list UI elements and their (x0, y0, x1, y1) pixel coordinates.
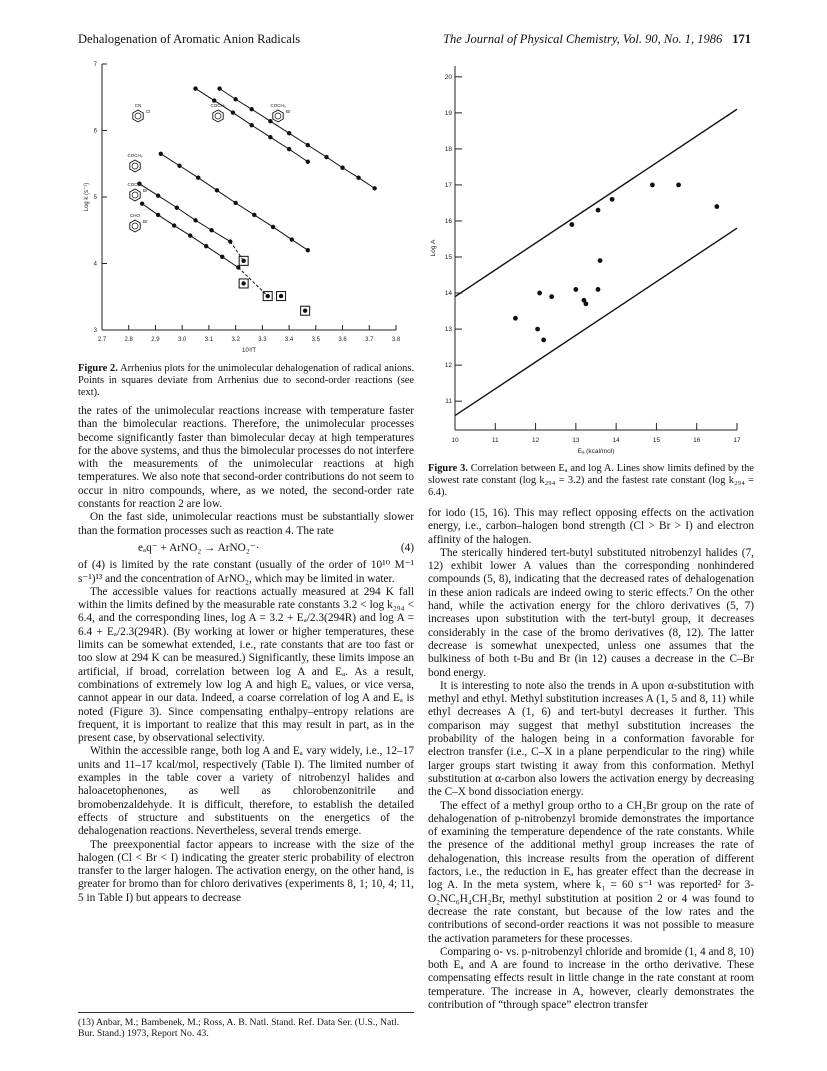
data-point (193, 218, 197, 222)
data-point (193, 86, 197, 90)
data-point (596, 287, 601, 292)
data-point (535, 327, 540, 332)
data-point (188, 233, 192, 237)
data-point (306, 143, 310, 147)
equation-text: eₐq⁻ + ArNO₂ → ArNO₂⁻· (138, 541, 260, 554)
data-point (676, 183, 681, 188)
x-tick-label: 3.6 (338, 337, 347, 343)
data-point (287, 147, 291, 151)
y-axis-label: Log k (s⁻¹) (84, 182, 90, 212)
data-point (231, 110, 235, 114)
data-point (569, 222, 574, 227)
right-column (428, 507, 754, 1012)
data-point (140, 201, 144, 205)
series-line (220, 89, 375, 189)
benzene-ring-icon (213, 110, 223, 122)
data-point (573, 287, 578, 292)
benzene-ring-icon (273, 110, 283, 122)
substituent-label: COCH₃ (270, 103, 286, 108)
substituent-label: COCH₃ (210, 103, 226, 108)
substituent-label: CHO (130, 213, 140, 218)
data-point (156, 213, 160, 217)
data-point (306, 160, 310, 164)
footnote: (13) Anbar, M.; Bambenek, M.; Ross, A. B. Natl. Stand. Ref. Data Ser. (U.S., Natl. Bur. Stand.) 1973, Report No. 43. (78, 1017, 400, 1039)
data-point (196, 176, 200, 180)
y-tick-label: 6 (93, 128, 97, 135)
aromatic-circle-icon (275, 113, 281, 119)
data-point (714, 204, 719, 209)
footnote-rule (78, 1012, 414, 1013)
x-tick-label: 2.9 (151, 337, 160, 343)
paragraph: the rates of the unimolecular reactions increase with temperature faster than the bimolecular reactions. Therefore, the unimolecular processes become significantly faster than bimolecular decay at high temperatures for the above systems, and thus the bimolecular processes do not interfere with the measurements of the unimolecular reactions at high temperatures. We also note that second-order contributions do not seem to occur in nitro compounds, where, as we noted, the second-order rate constants for reaction 2 are low. (78, 405, 414, 511)
limit-line (455, 109, 737, 296)
y-tick-label: 17 (444, 181, 452, 189)
paragraph: On the fast side, unimolecular reactions must be substantially slower than the formation processes such as reaction 4. The rate (78, 511, 414, 537)
data-point (177, 164, 181, 168)
data-point (356, 176, 360, 180)
x-tick-label: 3.3 (258, 337, 267, 343)
x-tick-label: 2.8 (124, 337, 133, 343)
data-point (271, 225, 275, 229)
x-tick-label: 17 (733, 437, 741, 444)
boxed-point (266, 294, 270, 298)
data-point (598, 258, 603, 263)
data-point (172, 223, 176, 227)
paragraph: Comparing o- vs. p-nitrobenzyl chloride and bromide (1, 4 and 8, 10) both Eₐ and A are found to increase in the ortho derivative. These compensating effects result in little change in the rate constant at room temperature. The increase in A, however, clearly demonstrates the contribution of “through space” electron transfer (428, 945, 754, 1011)
aromatic-circle-icon (132, 192, 138, 198)
paragraph: Within the accessible range, both log A and Eₐ vary widely, i.e., 12–17 units and 11–17 kcal/mol, respectively (Table I). The limited number of examples in the table cover a variety of nitrobenzyl halides and haloacetophenones, as well as chlorobenzonitrile and bromobenzaldehyde. It is difficult, therefore, to establish the detailed effects of structure and substituents on the energetics of the dehalogenation reactions. Nevertheless, several trends emerge. (78, 745, 414, 838)
y-tick-label: 14 (444, 290, 452, 298)
figure-3-chart (425, 58, 755, 458)
substituent-label: COCH₃ (127, 182, 143, 187)
data-point (541, 338, 546, 343)
data-point (233, 201, 237, 205)
x-tick-label: 14 (612, 437, 620, 444)
data-point (159, 152, 163, 156)
figure-3-label: Figure 3. (428, 463, 468, 474)
data-point (596, 208, 601, 213)
paragraph: The effect of a methyl group ortho to a CH₂Br group on the rate of dehalogenation of p-nitrobenzyl bromide demonstrates the importance of examining the temperature dependence of the rate constants. While the presence of the additional methyl group increases the rate of dehalogenation, this increase results from the operation of different factors, i.e., the reduction in Eₐ has greater effect than the decrease in log A. In the meta system, where k₁ = 60 s⁻¹ was reported² for 3-O₂NC₆H₄CH₂Br, methyl substitution at position 2 or 4 was found to decrease the rate constant, but because of the low rates and the contributions of second-order reactions it was not possible to measure the activation parameters for these processes. (428, 799, 754, 945)
figure-2-caption (78, 363, 414, 399)
x-tick-label: 10 (451, 437, 459, 444)
substituent-label: Cl (146, 109, 151, 114)
data-point (215, 188, 219, 192)
paragraph: The preexponential factor appears to increase with the size of the halogen (Cl < Br < I) indicating the greater steric probability of electron transfer to the larger halogen. The activation energy, on the other hand, is greater for bromo than for chloro derivatives (experiments 8, 1; 10, 4; 11, 5 in Table I) but appears to decrease (78, 838, 414, 904)
aromatic-circle-icon (135, 113, 141, 119)
data-point (268, 119, 272, 123)
y-tick-label: 19 (444, 109, 452, 117)
benzene-ring-icon (133, 110, 143, 122)
data-point (513, 316, 518, 321)
y-tick-label: 7 (93, 62, 97, 68)
data-point (268, 135, 272, 139)
extrapolation-line (230, 242, 243, 261)
substituent-label: Br (143, 188, 148, 193)
data-point (340, 166, 344, 170)
substituent-label: Br (143, 219, 148, 224)
substituent-label: COCH₃ (127, 153, 143, 158)
y-axis-label: Log A (430, 239, 437, 257)
boxed-point (303, 309, 307, 313)
x-tick-label: 12 (531, 437, 540, 444)
data-point (217, 86, 221, 90)
data-point (584, 301, 589, 306)
paragraph: The accessible values for reactions actually measured at 294 K fall within the limits defined by the measurable rate constants 3.2 < log k₂₉₄ < 6.4, and the corresponding lines, log A = 3.2 + Eₐ/2.3(294R) and log A = 6.4 + Eₐ/2.3(294R). (By working at lower or higher temperatures, these limits can be somewhat extended, i.e., rate constants that are too fast or too slow at 294 K can be measured.) Significantly, these limits impose an artificial, if broad, correlation between log A and Eₐ. As a result, combinations of extremely low log A and high Eₐ values, or vice versa, cannot appear in our data. Indeed, a coarse correlation of log A and Eₐ is noted (Figure 3). Since compensating enthalpy–entropy relations are frequent, it is important to realize that this may result in part, as in the present case, by observational selectivity. (78, 585, 414, 745)
data-point (290, 237, 294, 241)
x-axis-label: Eₐ (kcal/mol) (577, 448, 615, 455)
equation-number: (4) (400, 541, 414, 554)
y-tick-label: 20 (444, 73, 452, 81)
data-point (324, 155, 328, 159)
substituent-label: Br (286, 109, 291, 114)
aromatic-circle-icon (215, 113, 221, 119)
figure-3-caption (428, 463, 754, 499)
data-point (252, 213, 256, 217)
x-tick-label: 11 (491, 437, 499, 444)
y-tick-label: 13 (444, 326, 452, 334)
data-point (549, 294, 554, 299)
y-tick-label: 4 (93, 261, 97, 268)
x-tick-label: 16 (693, 437, 701, 444)
x-tick-label: 3.2 (231, 337, 240, 343)
x-tick-label: 15 (652, 437, 661, 444)
boxed-point (241, 281, 245, 285)
data-point (537, 291, 542, 296)
data-point (175, 205, 179, 209)
data-point (372, 186, 376, 190)
paragraph: It is interesting to note also the trends in A upon α-substitution with methyl and ethyl. Methyl substitution increases A (1, 5 and 8, 11) while ethyl decreases A (1, 6) and tert-butyl decreases it further. This comparison may suggest that methyl substitution increases the probability of the halogen being in a conformation favorable for electron transfer (i.e., C–X in a plane perpendicular to the ring) while larger groups start twisting it away from this conformation. Methyl substitution at α-carbon also lowers the activation energy by decreasing the C–X bond dissociation energy. (428, 679, 754, 799)
data-point (650, 183, 655, 188)
data-point (209, 228, 213, 232)
figure-3-caption-text: Correlation between Eₐ and log A. Lines show limits defined by the slowest rate constant (log k₂₉₄ = 3.2) and the fastest rate constant (log k₂₉₄ = 6.4). (428, 463, 754, 498)
x-axis-label: 10³/T (241, 348, 257, 354)
x-tick-label: 3.8 (391, 337, 401, 343)
data-point (287, 131, 291, 135)
figure-2-chart (78, 58, 418, 358)
data-point (306, 248, 310, 252)
left-column (78, 405, 414, 905)
x-tick-label: 3.1 (204, 337, 214, 343)
substituent-label: CN (134, 103, 142, 108)
paragraph: The sterically hindered tert-butyl substituted nitrobenzyl halides (7, 12) exhibit lower A values than the corresponding nonhindered compounds (5, 8), indicating that the decreased rates of dehalogenation in these anion radicals are indeed owing to steric effects.⁷ On the other hand, while the activation energy for the chloro derivatives (5, 7) increases upon substitution with the tert-butyl group, it decreases considerably in the case of the bromo derivatives (8, 12). The latter decrease is somewhat unexpected, unless one assumes that the bulkiness of both t-Bu and Br (in 12) causes a decrease in the C–Br bond energy. (428, 546, 754, 679)
y-tick-label: 16 (444, 217, 452, 225)
y-tick-label: 18 (444, 145, 452, 153)
running-header: Dehalogenation of Aromatic Anion Radicals (78, 32, 301, 46)
equation-4 (78, 538, 414, 559)
aromatic-circle-icon (132, 163, 138, 169)
data-point (249, 107, 253, 111)
journal-citation: The Journal of Physical Chemistry, Vol. 90, No. 1, 1986 (443, 32, 723, 46)
figure-2-caption-text: Arrhenius plots for the unimolecular dehalogenation of radical anions. Points in squares deviate from Arrhenius due to second-order reactions (see text). (78, 363, 414, 398)
x-tick-label: 13 (572, 437, 580, 444)
boxed-point (241, 259, 245, 263)
x-tick-label: 3.7 (365, 337, 374, 343)
data-point (233, 97, 237, 101)
data-point (156, 193, 160, 197)
x-tick-label: 2.7 (97, 337, 107, 343)
boxed-point (279, 294, 283, 298)
y-tick-label: 5 (93, 195, 97, 201)
y-tick-label: 11 (445, 398, 452, 406)
x-tick-label: 3.0 (178, 337, 187, 343)
benzene-ring-icon (130, 189, 140, 201)
y-tick-label: 15 (444, 254, 452, 262)
data-point (220, 255, 224, 259)
x-tick-label: 3.5 (311, 337, 320, 343)
x-tick-label: 3.4 (284, 337, 294, 343)
y-tick-label: 12 (444, 362, 452, 370)
y-tick-label: 3 (93, 328, 97, 334)
data-point (610, 197, 615, 202)
paragraph: of (4) is limited by the rate constant (usually of the order of 10¹⁰ M⁻¹ s⁻¹)¹³ and the concentration of ArNO₂, which may be limited in water. (78, 559, 414, 585)
paragraph: for iodo (15, 16). This may reflect opposing effects on the activation energy, i.e., carbon–halogen bond strength (Cl > Br > I) and electron affinity of the halogen. (428, 507, 754, 546)
limit-line (455, 228, 737, 415)
page-number: 171 (732, 32, 751, 46)
journal-header (443, 32, 751, 47)
data-point (249, 123, 253, 127)
aromatic-circle-icon (132, 223, 138, 229)
benzene-ring-icon (130, 160, 140, 172)
data-point (204, 244, 208, 248)
benzene-ring-icon (130, 220, 140, 232)
figure-2-label: Figure 2. (78, 363, 118, 374)
